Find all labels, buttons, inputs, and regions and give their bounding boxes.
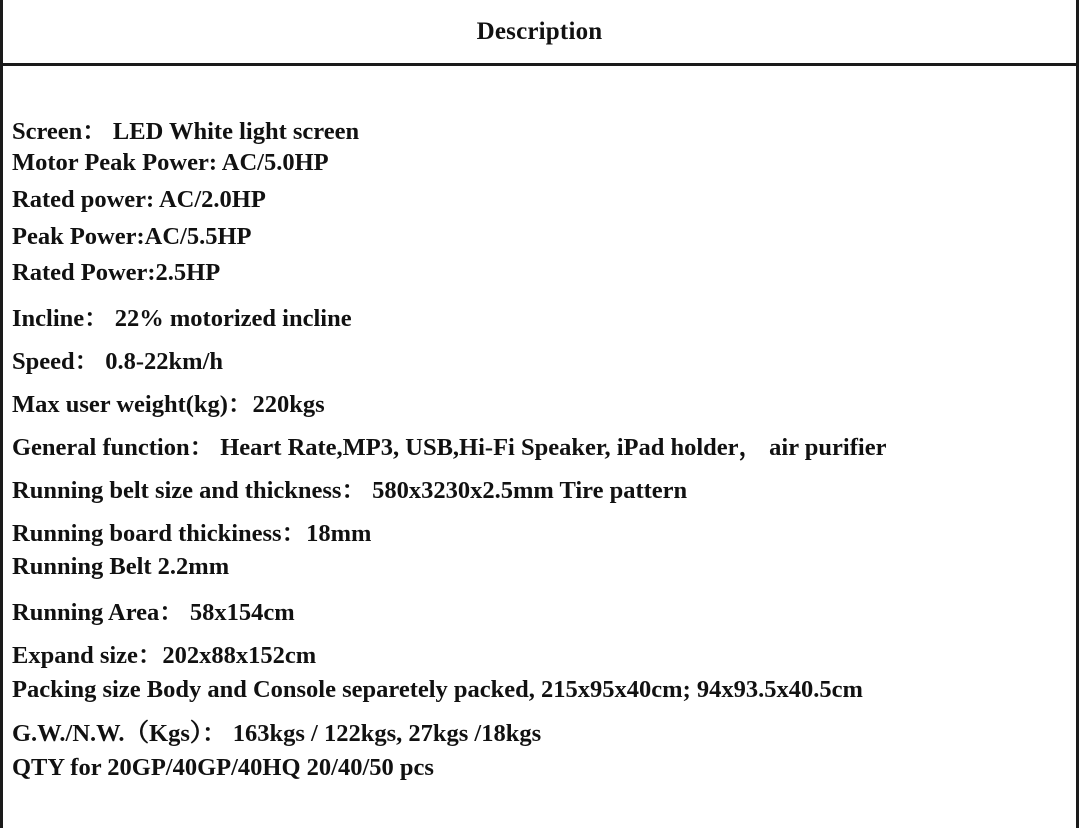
spec-running-belt-thickness: Running Belt 2.2mm	[12, 553, 230, 580]
spec-packing-size: Packing size Body and Console separetely packed, 215x95x40cm; 94x93.5x40.5cm	[12, 676, 863, 703]
spec-running-board: Running board thickiness：18mm	[12, 520, 372, 547]
spec-speed: Speed： 0.8-22km/h	[12, 348, 224, 375]
spec-rated-power-ac: Rated power: AC/2.0HP	[12, 186, 266, 213]
spec-running-belt-size: Running belt size and thickness： 580x3230x2.5mm Tire pattern	[12, 477, 688, 504]
spec-rated-power: Rated Power:2.5HP	[12, 259, 221, 286]
spec-motor-peak-power: Motor Peak Power: AC/5.0HP	[12, 149, 329, 176]
spec-peak-power: Peak Power:AC/5.5HP	[12, 223, 252, 250]
spec-general-function: General function： Heart Rate,MP3, USB,Hi-Fi Speaker, iPad holder， air purifier	[12, 434, 887, 461]
spec-container-qty: QTY for 20GP/40GP/40HQ 20/40/50 pcs	[12, 754, 434, 781]
spec-gross-net-weight: G.W./N.W.（Kgs）： 163kgs / 122kgs, 27kgs /18kgs	[12, 720, 542, 747]
spec-incline: Incline： 22% motorized incline	[12, 305, 352, 332]
spec-running-area: Running Area： 58x154cm	[12, 599, 295, 626]
spec-screen: Screen： LED White light screen	[12, 118, 360, 145]
spec-max-user-weight: Max user weight(kg)：220kgs	[12, 391, 325, 418]
description-title: Description	[476, 17, 603, 45]
spec-expand-size: Expand size：202x88x152cm	[12, 642, 317, 669]
description-header	[0, 0, 1079, 66]
